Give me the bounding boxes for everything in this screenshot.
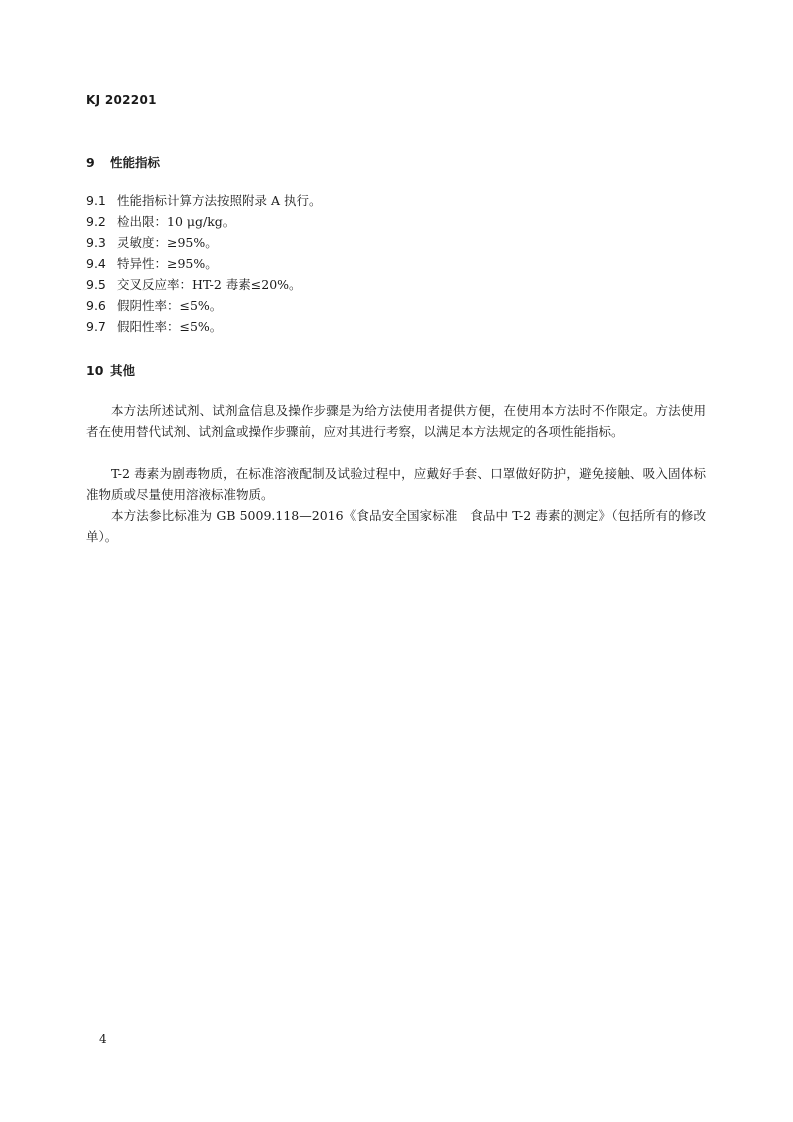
item-text: 检出限：10 μg/kg。 — [117, 214, 236, 229]
list-item — [86, 297, 222, 315]
page-number: 4 — [99, 1032, 107, 1046]
item-text: 假阴性率：≤5%。 — [117, 298, 223, 313]
list-item — [86, 318, 222, 336]
item-text: 假阳性率：≤5%。 — [117, 319, 223, 334]
item-text: 特异性：≥95%。 — [117, 256, 218, 271]
section-10-title: 其他 — [110, 363, 136, 378]
item-number: 9.4 — [86, 256, 106, 271]
list-item — [86, 234, 218, 252]
item-text: 交叉反应率：HT-2 毒素≤20%。 — [117, 277, 302, 292]
paragraph: 本方法所述试剂、试剂盒信息及操作步骤是为给方法使用者提供方便，在使用本方法时不作限定。方法使用者在使用替代试剂、试剂盒或操作步骤前，应对其进行考察，以满足本方法规定的各项性能指标。 — [86, 403, 706, 439]
section-9-number: 9 — [86, 155, 95, 170]
list-item — [86, 255, 218, 273]
section-10-number: 10 — [86, 363, 104, 378]
list-item — [86, 213, 235, 231]
item-text: 灵敏度：≥95%。 — [117, 235, 218, 250]
list-item — [86, 276, 302, 294]
section-10-heading — [86, 361, 135, 379]
item-number: 9.6 — [86, 298, 106, 313]
item-number: 9.5 — [86, 277, 106, 292]
section-9-heading — [86, 153, 160, 171]
paragraph: T-2 毒素为剧毒物质，在标准溶液配制及试验过程中，应戴好手套、口罩做好防护，避免接触、吸入固体标准物质或尽量使用溶液标准物质。 — [86, 466, 706, 502]
item-number: 9.2 — [86, 214, 106, 229]
paragraph: 本方法参比标准为 GB 5009.118—2016《食品安全国家标准 食品中 T-2 毒素的测定》（包括所有的修改单）。 — [86, 508, 706, 544]
item-text: 性能指标计算方法按照附录 A 执行。 — [117, 193, 322, 208]
item-number: 9.3 — [86, 235, 106, 250]
item-number: 9.1 — [86, 193, 106, 208]
list-item — [86, 192, 321, 210]
document-code: KJ 202201 — [86, 93, 157, 107]
section-9-title: 性能指标 — [110, 155, 161, 170]
item-number: 9.7 — [86, 319, 106, 334]
